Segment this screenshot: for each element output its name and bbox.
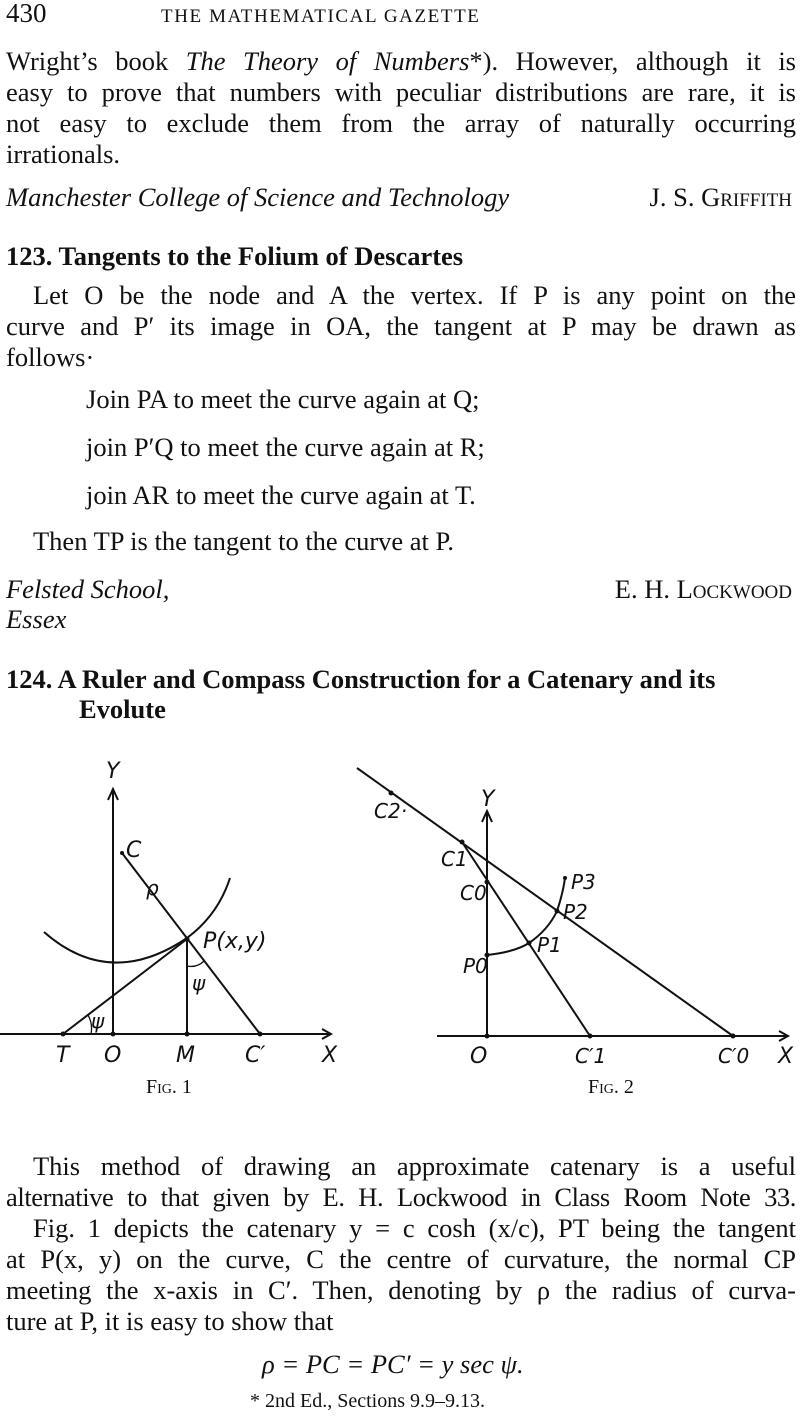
figures-catenary [0,740,800,1100]
book-title: The Theory of Numbers [185,46,470,76]
footnote: * 2nd Ed., Sections 9.9–9.13. [250,1390,485,1412]
label-p2: P2 [563,900,588,924]
label-y: Y [106,759,120,784]
text-line: Let O be the node and A the vertex. If P is any point on the [33,280,796,310]
label-c: C [126,838,142,863]
label-c2: C2· [374,799,408,823]
label-t: T [56,1043,70,1068]
text-line: alternative to that given by E. H. Lockwood in Class Room Note 33. [6,1182,796,1212]
text-line: Fig. 1 depicts the catenary y = c cosh (x/c), PT being the tangent [33,1213,796,1243]
text-line: at P(x, y) on the curve, C the centre of curvature, the normal CP [6,1244,796,1274]
label-p1: P1 [537,933,562,957]
label-o2: O [470,1044,488,1069]
page-number: 430 [6,0,47,28]
text-line: meeting the x-axis in C′. Then, denoting by ρ the radius of curva- [6,1275,796,1305]
author-griffith: J. S. Griffith [649,182,792,212]
note-123-step-1: Join PA to meet the curve again at Q; [86,384,480,414]
fig1-caption: Fig. 1 [146,1076,192,1098]
note-123-step-2: join P′Q to meet the curve again at R; [86,432,485,462]
tangent-line [63,939,187,1034]
label-psi-bottom: ψ [91,1009,105,1033]
label-c0: C0 [460,881,487,905]
text-line: ture at P, it is easy to show that [6,1306,334,1336]
equation-rho: ρ = PC = PC′ = y sec ψ. [262,1349,524,1379]
fig2-caption: Fig. 2 [588,1076,634,1098]
note-123-step-3: join AR to meet the curve again at T. [86,480,476,510]
text-line: not easy to exclude them from the array of naturally occurring [6,108,796,138]
affiliation-essex: Essex [6,604,67,634]
label-c1: C1 [441,847,468,871]
label-p3: P3 [571,870,596,894]
text-line: curve and P′ its image in OA, the tangent at P may be drawn as [6,311,796,341]
text-line: irrationals. [6,139,121,169]
label-c-prime: C′ [245,1043,266,1068]
label-c0-prime: C′0 [718,1044,750,1068]
label-m: M [176,1043,195,1068]
figure-1 [0,789,331,1039]
author-lockwood: E. H. Lockwood [614,574,792,604]
note-123-title: 123. Tangents to the Folium of Descartes [6,241,464,271]
journal-title: THE MATHEMATICAL GAZETTE [161,6,481,27]
label-y2: Y [481,787,495,812]
note-124-body [6,1151,796,1337]
label-rho: ρ [146,876,159,900]
line-c2-c0prime [357,768,733,1036]
note-124-title-line2: Evolute [79,694,166,724]
label-c1-prime: C′1 [575,1044,607,1068]
affiliation-felsted: Felsted School, [6,574,170,604]
note-123-intro [6,280,796,373]
text-line: Wright’s book The Theory of Numbers*). However, although it is [6,46,796,76]
label-psi-top: ψ [192,971,206,995]
text-line: easy to prove that numbers with peculiar distributions are rare, it is [6,77,796,107]
running-head [6,0,796,30]
text-line: follows· [6,342,95,372]
affiliation-griffith: Manchester College of Science and Technology [6,182,510,212]
label-x: X [322,1043,338,1068]
note-123-conclusion: Then TP is the tangent to the curve at P. [33,526,454,556]
previous-note-text [6,46,796,170]
note-124-title-line1: 124. A Ruler and Compass Construction for a Catenary and its [6,664,716,694]
label-p: P(x,y) [203,929,267,954]
label-o: O [104,1043,122,1068]
label-x2: X [778,1044,794,1069]
text-line: This method of drawing an approximate catenary is a useful [33,1151,796,1181]
label-p0: P0 [463,954,488,978]
